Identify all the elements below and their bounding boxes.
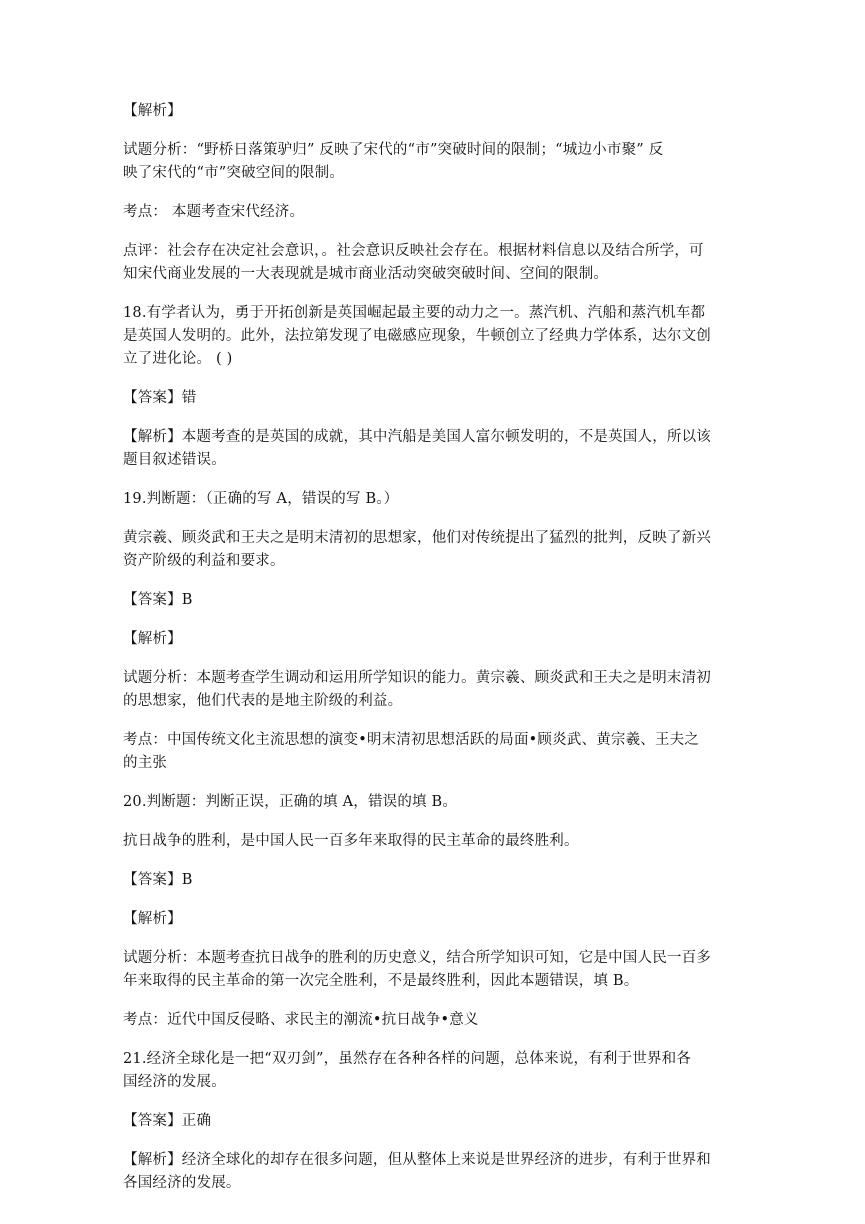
question-20-title: 20.判断题：判断正误，正确的填 A，错误的填 B。 [123,794,458,810]
question-19-title: 19.判断题：（正确的写 A，错误的写 B。） [123,491,399,507]
exam-point: 考点：近代中国反侵略、求民主的潮流•抗日战争•意义 [123,1012,479,1028]
comment-paragraph: 点评：社会存在决定社会意识，。社会意识反映社会存在。根据材料信息以及结合所学，可 知宋代商业发展的一大表现就是城市商业活动突破突破时间、空间的限制。 [123,243,704,282]
explanation-21: 【解析】经济全球化的却存在很多问题，但从整体上来说是世界经济的进步，有利于世界和 各国经济的发展。 [123,1152,711,1191]
question-21: 21.经济全球化是一把“双刃剑”，虽然存在各种各样的问题，总体来说，有利于世界和各 国经济的发展。 [123,1051,692,1090]
question-19-body: 黄宗羲、顾炎武和王夫之是明末清初的思想家，他们对传统提出了猛烈的批判，反映了新兴 资产阶级的利益和要求。 [123,530,711,569]
analysis-paragraph: 试题分析：本题考查抗日战争的胜利的历史意义，结合所学知识可知，它是中国人民一百多 年来取得的民主革命的第一次完全胜利，不是最终胜利，因此本题错误，填 B。 [123,950,711,989]
question-20-body: 抗日战争的胜利，是中国人民一百多年来取得的民主革命的最终胜利。 [123,833,579,849]
analysis-label: 【解析】 [123,631,182,647]
analysis-paragraph: 试题分析：“野桥日落策驴归” 反映了宋代的“市”突破时间的限制；“城边小市聚” 反 映了宋代的“市”突破空间的限制。 [123,142,664,181]
answer-20: 【答案】B [123,872,193,888]
exam-point: 考点： 本题考查宋代经济。 [123,204,305,220]
analysis-paragraph: 试题分析：本题考查学生调动和运用所学知识的能力。黄宗羲、顾炎武和王夫之是明末清初 的思想家，他们代表的是地主阶级的利益。 [123,670,711,709]
answer-18: 【答案】错 [123,390,197,406]
analysis-label: 【解析】 [123,103,182,119]
answer-19: 【答案】B [123,592,193,608]
exam-point: 考点：中国传统文化主流思想的演变•明末清初思想活跃的局面•顾炎武、黄宗羲、王夫之 的主张 [123,732,700,771]
answer-21: 【答案】正确 [123,1113,212,1129]
analysis-label: 【解析】 [123,911,182,927]
explanation-18: 【解析】本题考查的是英国的成就，其中汽船是美国人富尔顿发明的，不是英国人，所以该 题目叙述错误。 [123,429,711,468]
question-18: 18.有学者认为，勇于开拓创新是英国崛起最主要的动力之一。蒸汽机、汽船和蒸汽机车都 是英国人发明的。此外，法拉第发现了电磁感应现象，牛顿创立了经典力学体系，达尔文创 立了进化论。 ( ) [123,305,711,367]
